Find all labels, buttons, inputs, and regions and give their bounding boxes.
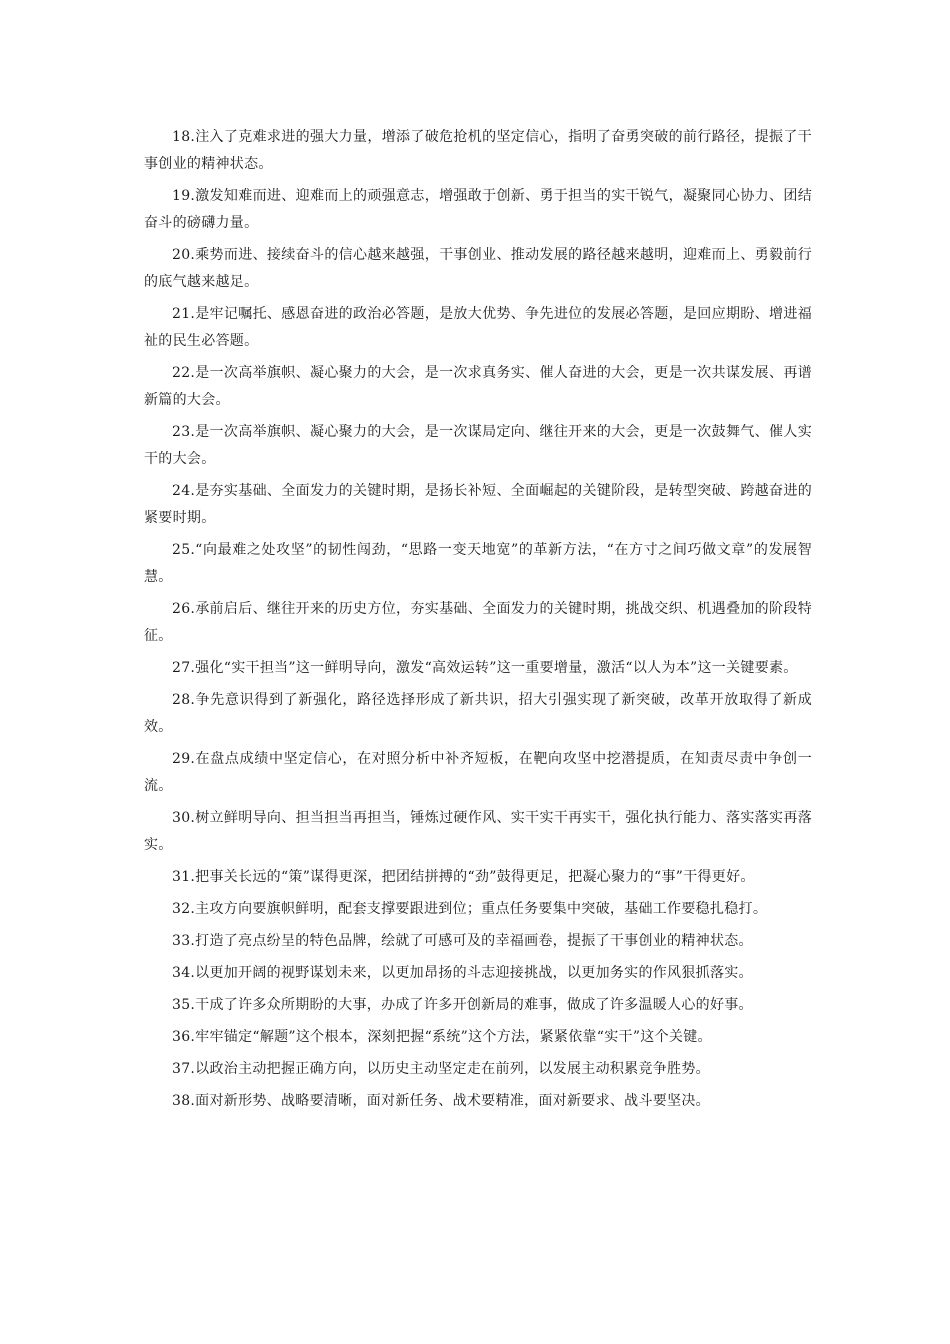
paragraph-24: 24.是夯实基础、全面发力的关键时期，是扬长补短、全面崛起的关键阶段，是转型突破、跨越奋进的紧要时期。: [144, 483, 812, 526]
paragraph-18: 18.注入了克难求进的强大力量，增添了破危抢机的坚定信心，指明了奋勇突破的前行路径，提振了干事创业的精神状态。: [144, 129, 812, 172]
paragraph-23: 23.是一次高举旗帜、凝心聚力的大会，是一次谋局定向、继往开来的大会，更是一次鼓舞气、催人实干的大会。: [144, 424, 812, 467]
paragraph-26: 26.承前启后、继往开来的历史方位，夯实基础、全面发力的关键时期，挑战交织、机遇叠加的阶段特征。: [144, 601, 812, 644]
paragraph-22: 22.是一次高举旗帜、凝心聚力的大会，是一次求真务实、催人奋进的大会，更是一次共谋发展、再谱新篇的大会。: [144, 365, 812, 408]
paragraph-20: 20.乘势而进、接续奋斗的信心越来越强，干事创业、推动发展的路径越来越明，迎难而上、勇毅前行的底气越来越足。: [144, 247, 812, 290]
document-body: [144, 124, 812, 1120]
paragraph-29: 29.在盘点成绩中坚定信心，在对照分析中补齐短板，在靶向攻坚中挖潜提质，在知责尽责中争创一流。: [144, 751, 812, 794]
paragraph-36: 36.牢牢锚定“解题”这个根本，深刻把握“系统”这个方法，紧紧依靠“实干”这个关键。: [172, 1029, 712, 1045]
paragraph-21: 21.是牢记嘱托、感恩奋进的政治必答题，是放大优势、争先进位的发展必答题，是回应期盼、增进福祉的民生必答题。: [144, 306, 812, 349]
paragraph-28: 28.争先意识得到了新强化，路径选择形成了新共识，招大引强实现了新突破，改革开放取得了新成效。: [144, 692, 812, 735]
paragraph-30: 30.树立鲜明导向、担当担当再担当，锤炼过硬作风、实干实干再实干，强化执行能力、落实落实再落实。: [144, 810, 812, 853]
paragraph-35: 35.干成了许多众所期盼的大事，办成了许多开创新局的难事，做成了许多温暖人心的好事。: [172, 997, 753, 1013]
paragraph-37: 37.以政治主动把握正确方向，以历史主动坚定走在前列，以发展主动积累竞争胜势。: [172, 1061, 710, 1077]
paragraph-33: 33.打造了亮点纷呈的特色品牌，绘就了可感可及的幸福画卷，提振了干事创业的精神状态。: [172, 933, 753, 949]
paragraph-31: 31.把事关长远的“策”谋得更深，把团结拼搏的“劲”鼓得更足，把凝心聚力的“事”干得更好。: [172, 869, 755, 885]
paragraph-27: 27.强化“实干担当”这一鲜明导向，激发“高效运转”这一重要增量，激活“以人为本”这一关键要素。: [172, 660, 798, 676]
paragraph-38: 38.面对新形势、战略要清晰，面对新任务、战术要精准，面对新要求、战斗要坚决。: [172, 1093, 710, 1109]
paragraph-34: 34.以更加开阔的视野谋划未来，以更加昂扬的斗志迎接挑战，以更加务实的作风狠抓落实。: [172, 965, 753, 981]
paragraph-25: 25.“向最难之处攻坚”的韧性闯劲，“思路一变天地宽”的革新方法，“在方寸之间巧做文章”的发展智慧。: [144, 542, 812, 585]
paragraph-32: 32.主攻方向要旗帜鲜明，配套支撑要跟进到位；重点任务要集中突破，基础工作要稳扎稳打。: [172, 901, 768, 917]
paragraph-19: 19.激发知难而进、迎难而上的顽强意志，增强敢于创新、勇于担当的实干锐气，凝聚同心协力、团结奋斗的磅礴力量。: [144, 188, 812, 231]
